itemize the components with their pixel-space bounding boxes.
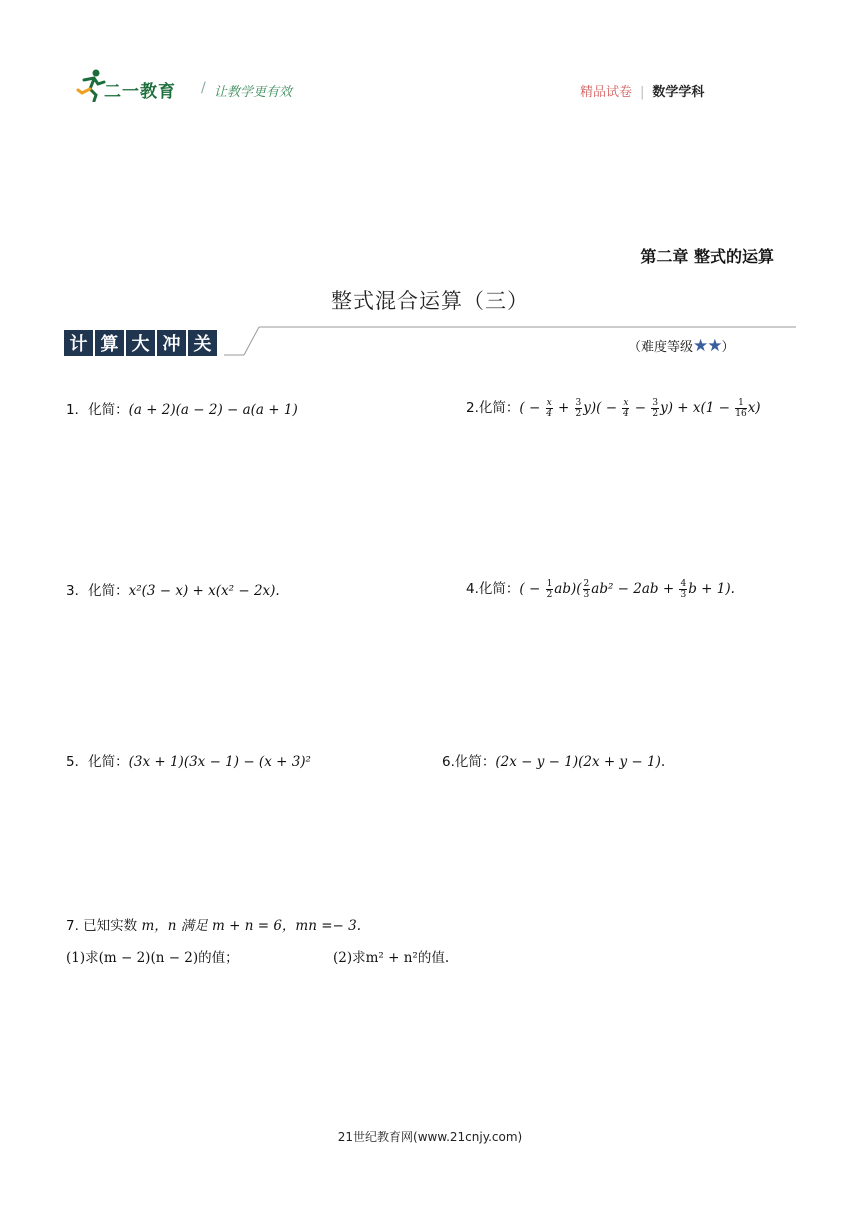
problem-6: [442, 750, 665, 770]
banner-char: 冲: [157, 330, 186, 356]
expr-part: +: [557, 400, 570, 416]
runner-logo-icon: [76, 68, 106, 102]
problem-label: 4.化简：: [466, 581, 520, 597]
fraction: $\frac{1}{2}$: [546, 579, 553, 600]
header-tags: [580, 81, 704, 100]
subject-tag: 数学学科: [652, 85, 705, 100]
fraction: $\frac{1}{16}$: [735, 398, 747, 419]
banner-char: 关: [188, 330, 217, 356]
expr-part: y)( −: [583, 400, 618, 416]
difficulty-prefix: （难度等级: [628, 340, 694, 355]
slogan-slash: /: [201, 80, 206, 96]
expr-part: ab² − 2ab +: [591, 581, 675, 597]
expr-part: b + 1).: [688, 581, 735, 597]
problem-expression: x²(3 − x) + x(x² − 2x).: [128, 583, 280, 599]
problem-7-part-1: (1)求(m − 2)(n − 2)的值；: [66, 950, 239, 966]
fraction: $\frac{x}{4}$: [546, 398, 552, 419]
problem-expression: (a + 2)(a − 2) − a(a + 1): [128, 402, 298, 418]
brand-name: 二一教育: [104, 82, 176, 102]
banner-char: 算: [95, 330, 124, 356]
problem-expression: (3x + 1)(3x − 1) − (x + 3)²: [128, 754, 311, 770]
expr-part: ( −: [519, 581, 541, 597]
problem-1: [66, 398, 298, 418]
chapter-heading: 第二章 整式的运算: [640, 247, 774, 266]
problem-7-part-2: (2)求m² + n²的值.: [333, 950, 450, 966]
brand-slogan: 让教学更有效: [214, 85, 293, 100]
problem-label: 1．化简：: [66, 402, 129, 418]
problem-label: 2.化简：: [466, 400, 520, 416]
difficulty-suffix: ）: [721, 340, 735, 355]
header-separator: |: [640, 85, 645, 100]
fraction: $\frac{x}{4}$: [623, 398, 629, 419]
problem-7-stem: [66, 914, 361, 934]
expr-part: ab)(: [554, 581, 582, 597]
fraction: $\frac{3}{2}$: [575, 398, 582, 419]
expr-part: y) + x(1 −: [660, 400, 730, 416]
problem-expression: (2x − y − 1)(2x + y − 1).: [495, 754, 666, 770]
problem-4: [466, 577, 735, 600]
fraction: $\frac{2}{3}$: [583, 579, 590, 600]
problem-label: 6.化简：: [442, 754, 496, 770]
fraction: $\frac{4}{3}$: [680, 579, 687, 600]
fraction: $\frac{3}{2}$: [652, 398, 659, 419]
problem-expression: m，n 满足 m + n = 6，mn =− 3.: [141, 918, 362, 934]
page-title: 整式混合运算（三）: [331, 289, 529, 313]
premium-tag: 精品试卷: [580, 85, 633, 100]
expr-part: −: [634, 400, 647, 416]
problem-5: [66, 750, 311, 770]
site-logo: [76, 68, 316, 108]
problem-3: [66, 579, 280, 599]
banner-char: 大: [126, 330, 155, 356]
problem-label: 3．化简：: [66, 583, 129, 599]
difficulty-level: [628, 336, 735, 356]
problem-label: 5．化简：: [66, 754, 129, 770]
problem-label: 7. 已知实数: [66, 918, 138, 934]
expr-part: x): [747, 400, 761, 416]
expr-part: ( −: [519, 400, 541, 416]
section-banner: [64, 330, 217, 356]
banner-char: 计: [64, 330, 93, 356]
star-rating-icon: ★★: [693, 336, 722, 356]
page-footer: 21世纪教育网(www.21cnjy.com): [337, 1130, 523, 1144]
problem-2: [466, 396, 761, 419]
